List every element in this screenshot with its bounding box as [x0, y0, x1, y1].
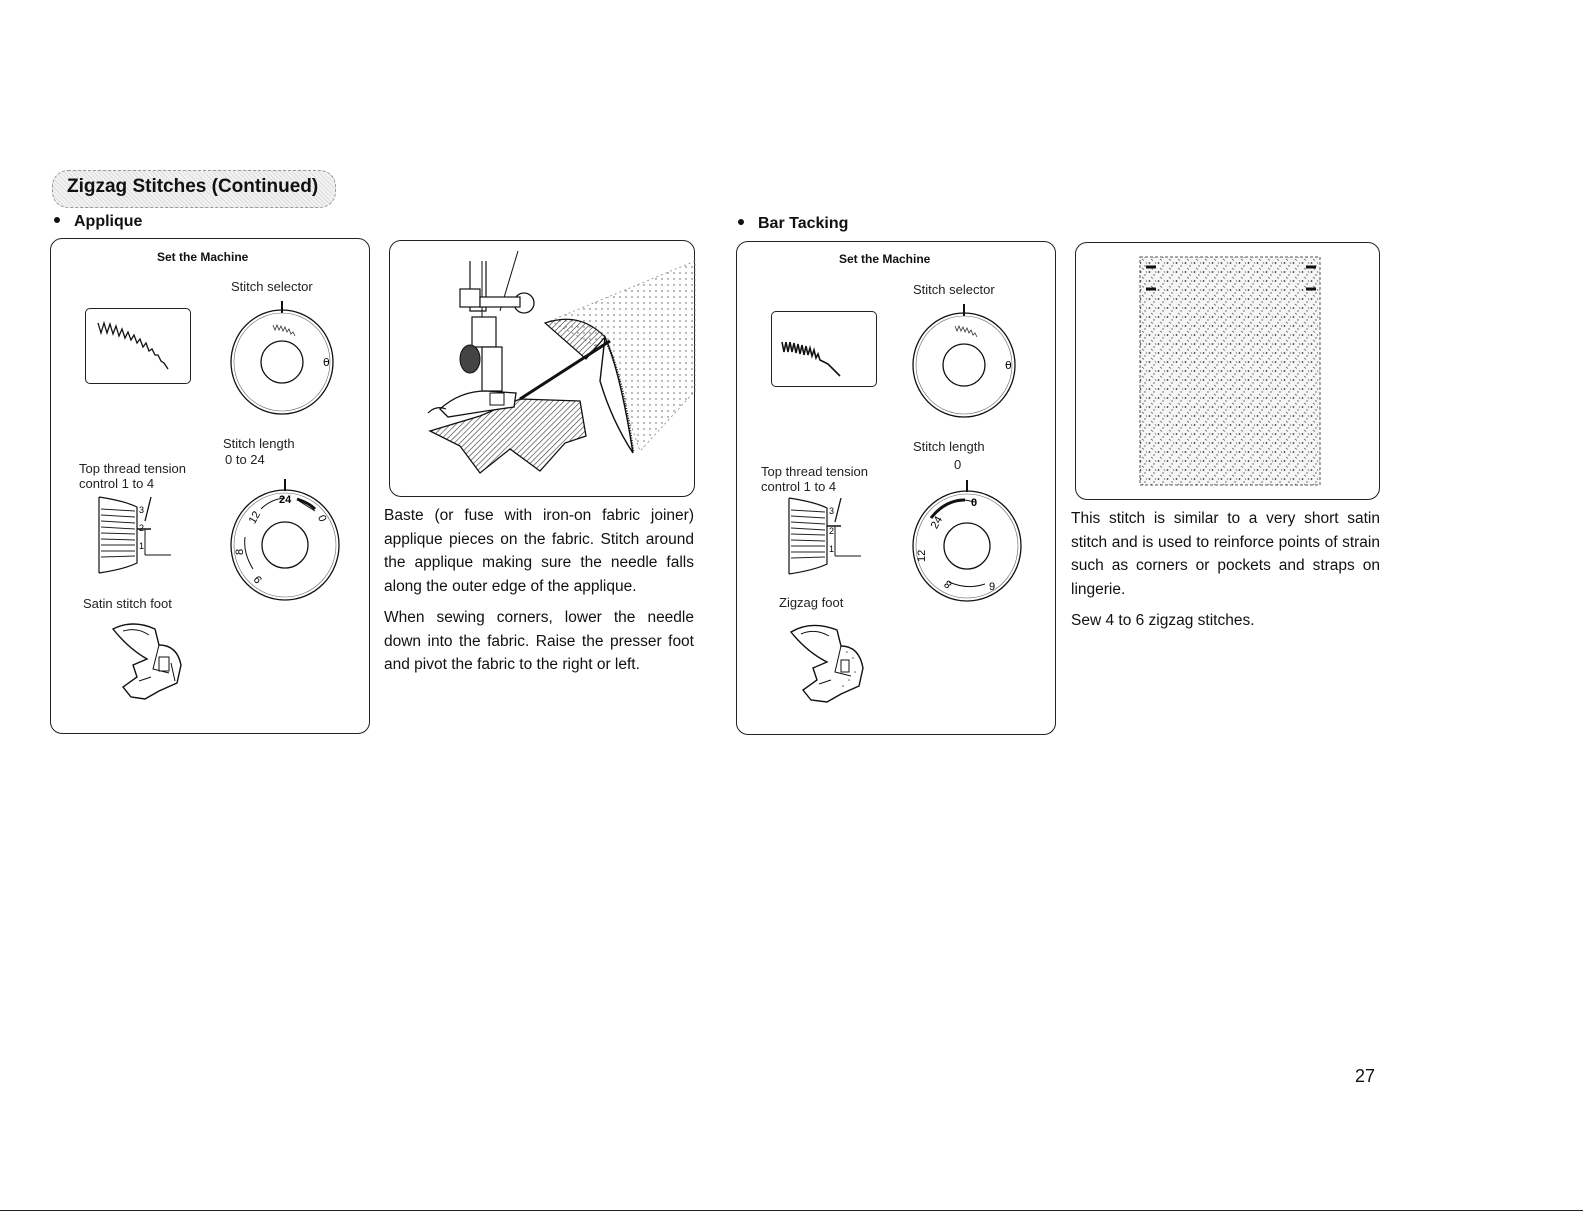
bar-tacking-heading-text: Bar Tacking	[758, 215, 849, 232]
page-number: 27	[1355, 1066, 1376, 1086]
svg-text:24: 24	[279, 494, 292, 506]
svg-text:2: 2	[139, 523, 145, 533]
applique-paragraph-1: Baste (or fuse with iron-on fabric joiner) applique pieces on the fabric. Stitch around the applique making sure the needle falls along the outer edge of the applique.	[384, 507, 694, 595]
foot-label: Zigzag foot	[779, 595, 844, 610]
stitch-selector-dial	[909, 300, 1019, 420]
bar-tack-fabric-illustration	[1076, 243, 1379, 499]
stitch-length-dial	[909, 480, 1025, 604]
svg-text:0: 0	[315, 513, 329, 524]
bar-tacking-paragraph-1: This stitch is similar to a very short satin stitch and is used to reinforce points of strain such as corners or pockets and straps on lingerie.	[1071, 510, 1380, 598]
stitch-pattern-window	[85, 308, 191, 384]
tension-dial-icon	[785, 496, 865, 578]
stitch-length-dial	[227, 479, 343, 603]
svg-text:3: 3	[139, 505, 145, 515]
svg-text:8: 8	[942, 577, 955, 591]
svg-text:12: 12	[246, 509, 264, 526]
stitch-selector-label: Stitch selector	[913, 282, 995, 297]
svg-text:24: 24	[928, 514, 946, 531]
bar-tacking-illustration-panel	[1075, 242, 1380, 500]
tension-label-line2: control 1 to 4	[761, 479, 837, 494]
sewing-machine-applique-illustration	[390, 241, 694, 496]
applique-heading	[52, 213, 142, 231]
selector-mark: θ	[323, 356, 330, 369]
tension-label-line2: control 1 to 4	[79, 476, 155, 491]
svg-text:2: 2	[829, 526, 835, 536]
svg-text:12: 12	[916, 549, 928, 562]
section-title: Zigzag Stitches (Continued)	[67, 176, 319, 197]
applique-set-machine-panel	[50, 238, 370, 734]
applique-illustration-panel	[389, 240, 695, 497]
zigzag-pattern-icon	[86, 309, 190, 383]
svg-text:1: 1	[139, 541, 145, 551]
stitch-selector-dial	[227, 297, 337, 417]
zigzag-pattern-icon	[772, 312, 876, 386]
tension-label-line1: Top thread tension	[79, 461, 186, 476]
svg-text:9: 9	[251, 572, 265, 586]
svg-text:9: 9	[989, 581, 996, 593]
foot-label: Satin stitch foot	[83, 596, 172, 611]
bar-tacking-heading	[736, 215, 848, 233]
stitch-pattern-window	[771, 311, 877, 387]
applique-instructions	[384, 504, 694, 685]
bullet-dot	[738, 219, 744, 225]
bar-tacking-paragraph-2: Sew 4 to 6 zigzag stitches.	[1071, 612, 1255, 629]
panel-title: Set the Machine	[157, 250, 249, 264]
section-title-badge	[52, 170, 336, 208]
stitch-length-label: Stitch length	[913, 439, 985, 454]
bar-tacking-instructions	[1071, 507, 1380, 641]
stitch-length-value: 0	[954, 457, 962, 472]
stitch-length-value: 0 to 24	[225, 452, 265, 467]
svg-text:0: 0	[971, 497, 978, 509]
zigzag-foot-icon	[783, 616, 883, 708]
selector-mark: θ	[1005, 359, 1012, 372]
satin-stitch-foot-icon	[103, 615, 203, 705]
stitch-selector-label: Stitch selector	[231, 279, 313, 294]
bullet-dot	[54, 217, 60, 223]
applique-heading-text: Applique	[74, 213, 143, 230]
bottom-rule	[0, 1210, 1583, 1211]
svg-text:8: 8	[234, 548, 246, 555]
tension-label-line1: Top thread tension	[761, 464, 868, 479]
panel-title: Set the Machine	[839, 252, 931, 266]
svg-text:1: 1	[829, 544, 835, 554]
bar-tacking-set-machine-panel	[736, 241, 1056, 735]
tension-dial-icon	[95, 495, 175, 577]
svg-text:3: 3	[829, 506, 835, 516]
stitch-length-label: Stitch length	[223, 436, 295, 451]
applique-paragraph-2: When sewing corners, lower the needle down into the fabric. Raise the presser foot and pivot the fabric to the right or left.	[384, 609, 694, 673]
